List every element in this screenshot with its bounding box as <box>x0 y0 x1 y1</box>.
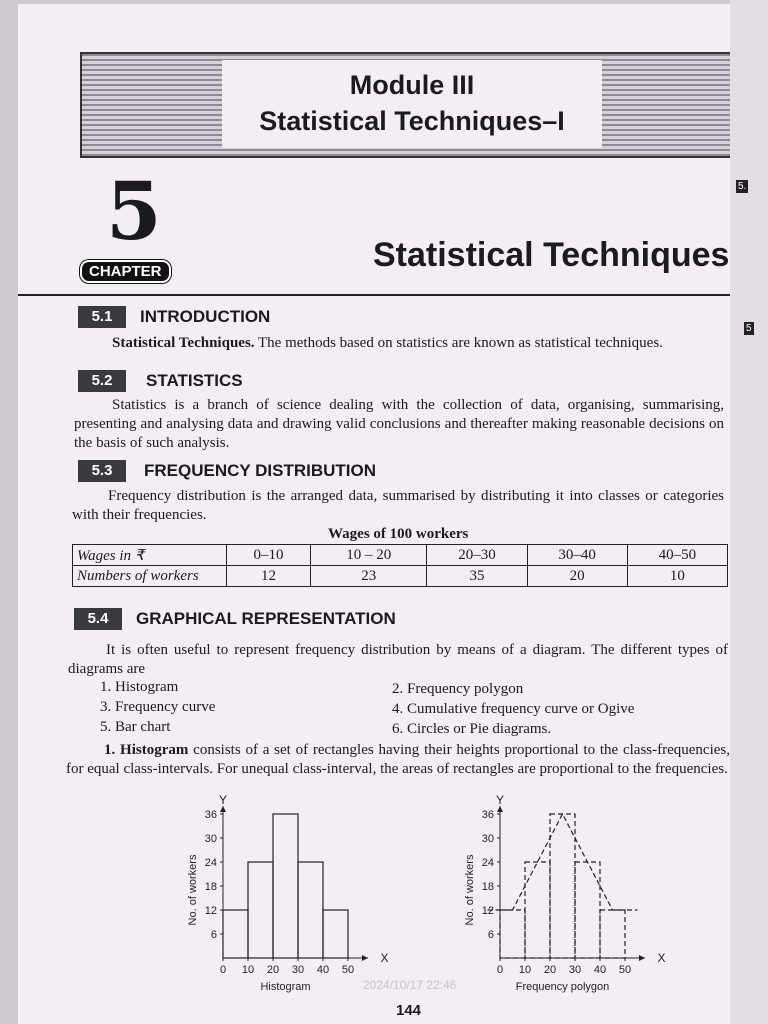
module-number: Module III <box>349 70 475 100</box>
y-axis-label: No. of workers <box>187 854 199 926</box>
list-item: 1. Histogram <box>100 679 179 695</box>
list-item: 6. Circles or Pie diagrams. <box>392 721 552 737</box>
section-title-statistics: STATISTICS <box>146 371 243 390</box>
frequency-paragraph: Frequency distribution is the arranged data, summarised by distributing it into classes or categories with their frequencies. <box>72 488 724 523</box>
x-tick-label: 20 <box>543 964 557 976</box>
histogram-lead: 1. Histogram <box>104 742 189 758</box>
next-page-edge <box>730 0 768 1024</box>
x-tick-label: 30 <box>291 964 305 976</box>
module-title: Statistical Techniques–I <box>259 106 565 136</box>
histogram-bar <box>248 862 273 958</box>
photo-timestamp: 2024/10/17 22:46 <box>363 978 457 992</box>
y-tick-label: 24 <box>204 857 217 869</box>
list-item: 4. Cumulative frequency curve or Ogive <box>392 701 635 717</box>
table-row-header-workers: Numbers of workers <box>73 566 227 587</box>
x-axis-arrow <box>362 955 368 961</box>
section-title-introduction: INTRODUCTION <box>140 307 271 326</box>
intro-text: The methods based on statistics are known as statistical techniques. <box>258 335 663 351</box>
graphical-paragraph: It is often useful to represent frequency distribution by means of a diagram. The different types of diagrams are <box>68 642 728 677</box>
table-cell: 12 <box>227 566 311 587</box>
y-tick-label: 18 <box>204 881 217 893</box>
x-tick-label: 40 <box>316 964 330 976</box>
table-caption: Wages of 100 workers <box>328 526 469 542</box>
wages-table <box>72 544 728 587</box>
intro-lead: Statistical Techniques. <box>112 335 255 351</box>
table-row <box>73 566 728 587</box>
y-axis-label: No. of workers <box>464 854 476 926</box>
module-banner <box>80 52 734 158</box>
table-cell: 35 <box>427 566 527 587</box>
y-tick-label: 24 <box>481 857 494 869</box>
chapter-number: 5 <box>106 164 162 258</box>
chart-title: Frequency polygon <box>515 981 610 993</box>
list-item: 2. Frequency polygon <box>392 681 524 697</box>
y-tick-label: 36 <box>481 809 494 821</box>
table-cell: 30–40 <box>527 545 627 566</box>
x-tick-label: 40 <box>593 964 607 976</box>
next-page-section-badge: 5 <box>746 323 752 334</box>
histogram-bar <box>525 862 550 958</box>
section-number-5-4: 5.4 <box>74 608 122 630</box>
y-tick-label: 36 <box>204 809 217 821</box>
table-cell: 0–10 <box>227 545 311 566</box>
x-axis-arrow <box>639 955 645 961</box>
x-tick-label: 30 <box>568 964 582 976</box>
x-axis-letter: X <box>380 951 389 965</box>
histogram-bar <box>600 910 625 958</box>
x-tick-label: 50 <box>341 964 355 976</box>
chapter-badge: CHAPTER <box>80 260 171 283</box>
module-banner-inner <box>222 60 602 148</box>
x-tick-label: 0 <box>496 964 504 976</box>
page-number: 144 <box>396 1002 422 1019</box>
list-item: 5. Bar chart <box>100 719 171 735</box>
histogram-bar <box>223 910 248 958</box>
next-page-section-badge: 5. <box>738 181 747 192</box>
table-cell: 10 – 20 <box>311 545 427 566</box>
y-tick-label: 30 <box>204 833 217 845</box>
x-tick-label: 10 <box>241 964 255 976</box>
x-tick-label: 50 <box>618 964 632 976</box>
section-number-5-2: 5.2 <box>78 370 126 392</box>
histogram-bar <box>575 862 600 958</box>
x-tick-label: 10 <box>518 964 532 976</box>
section-number-5-3: 5.3 <box>78 460 126 482</box>
y-axis-letter: Y <box>219 793 228 807</box>
histogram-bar <box>273 814 298 958</box>
section-number-5-1: 5.1 <box>78 306 126 328</box>
y-tick-label: 6 <box>210 929 217 941</box>
histogram-bar <box>298 862 323 958</box>
intro-paragraph <box>112 334 722 353</box>
y-tick-label: 12 <box>481 905 494 917</box>
chart-title: Histogram <box>260 981 311 993</box>
section-title-frequency-distribution: FREQUENCY DISTRIBUTION <box>144 461 377 480</box>
chapter-title: Statistical Techniques <box>373 236 730 274</box>
list-item: 3. Frequency curve <box>100 699 216 715</box>
histogram-paragraph <box>66 741 730 779</box>
table-cell: 20–30 <box>427 545 527 566</box>
histogram-text: consists of a set of rectangles having their heights proportional to the class-frequencies, for equal class-intervals. For unequal class-interval, the areas of rectangles are proportional to the frequencies. <box>66 742 731 777</box>
section-title-graphical-representation: GRAPHICAL REPRESENTATION <box>136 609 396 628</box>
histogram-chart <box>166 793 389 999</box>
y-tick-label: 30 <box>481 833 494 845</box>
frequency-polygon-line <box>488 814 638 910</box>
histogram-bar <box>323 910 348 958</box>
table-cell: 20 <box>527 566 627 587</box>
table-row-header-wages: Wages in ₹ <box>73 545 227 566</box>
chapter-divider <box>18 294 730 296</box>
x-tick-label: 0 <box>219 964 227 976</box>
table-cell: 40–50 <box>627 545 727 566</box>
y-tick-label: 12 <box>204 905 217 917</box>
book-page <box>18 4 730 1024</box>
table-cell: 23 <box>311 566 427 587</box>
histogram-bar <box>500 910 525 958</box>
table-cell: 10 <box>627 566 727 587</box>
histogram-bar <box>550 814 575 958</box>
frequency-polygon-chart <box>443 793 666 999</box>
y-tick-label: 6 <box>487 929 494 941</box>
x-axis-letter: X <box>657 951 666 965</box>
y-tick-label: 18 <box>481 881 494 893</box>
statistics-paragraph: Statistics is a branch of science dealing with the collection of data, organising, summarising, presenting and analysing data and drawing valid conclusions and thereafter making reasonable decisions on the basis of such analysis. <box>74 397 724 451</box>
y-axis-letter: Y <box>496 793 505 807</box>
table-row <box>73 545 728 566</box>
x-tick-label: 20 <box>266 964 280 976</box>
